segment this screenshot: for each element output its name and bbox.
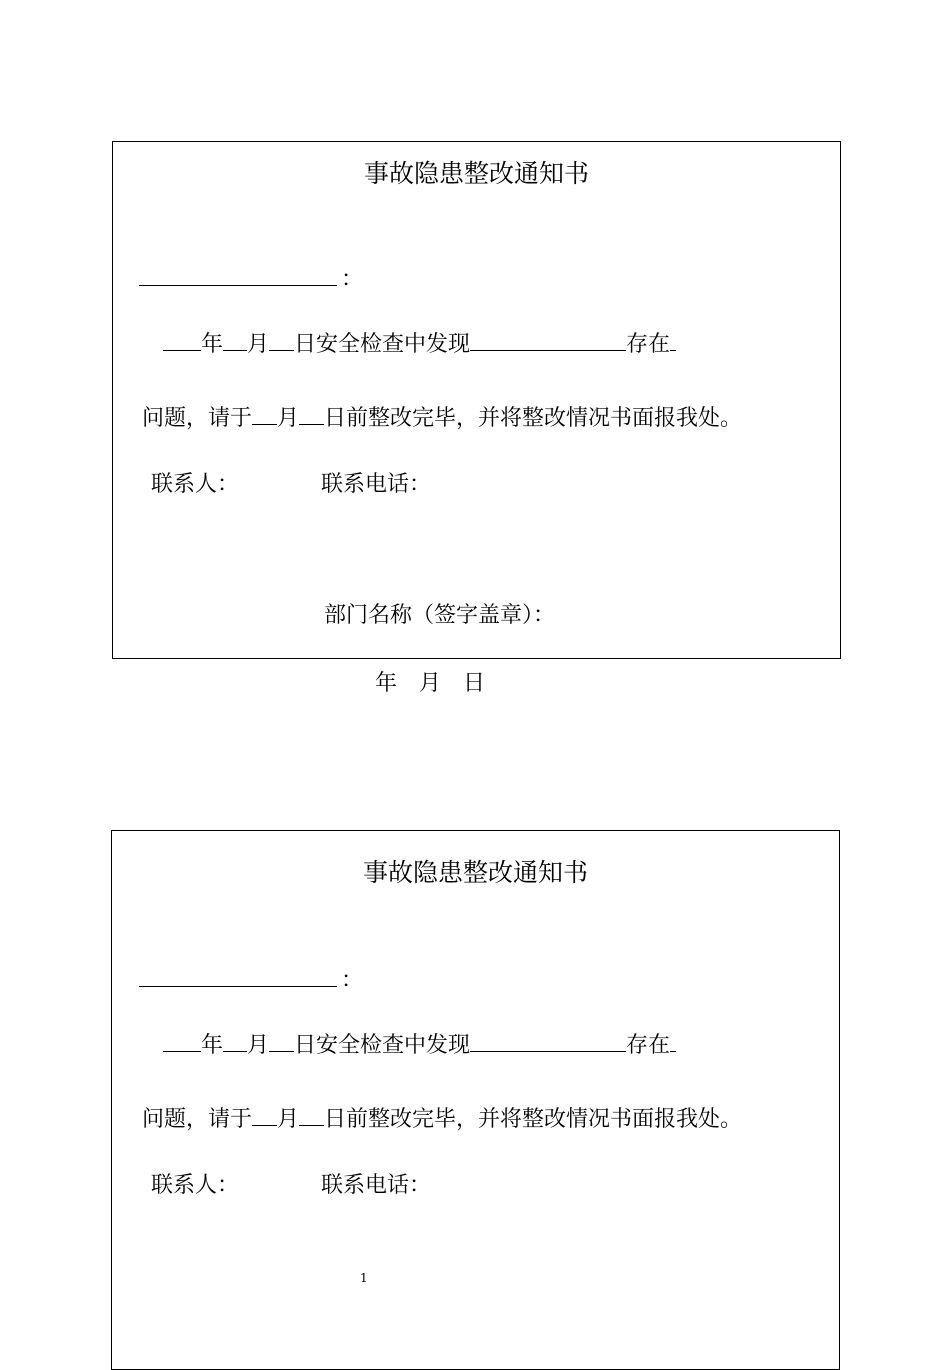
day-blank[interactable] xyxy=(269,328,294,351)
day-inspection-text: 日安全检查中发现 xyxy=(294,332,471,357)
issue-blank[interactable] xyxy=(670,328,676,351)
deadline-prefix: 问题，请于 xyxy=(142,1107,253,1132)
addressee-colon: ： xyxy=(341,968,364,993)
contact-label: 联系人： xyxy=(151,1173,240,1198)
department-signature-label: 部门名称（签字盖章）： xyxy=(324,603,556,628)
month-blank[interactable] xyxy=(223,328,247,351)
inspection-line xyxy=(163,327,676,358)
exists-label: 存在 xyxy=(626,1033,671,1058)
deadline-line xyxy=(142,401,742,432)
deadline-suffix: 日前整改完毕，并将整改情况书面报我处。 xyxy=(324,406,743,431)
location-blank[interactable] xyxy=(470,1029,626,1052)
location-blank[interactable] xyxy=(470,328,626,351)
phone-label: 联系电话： xyxy=(321,472,432,497)
deadline-month-blank[interactable] xyxy=(252,402,277,425)
exists-label: 存在 xyxy=(626,332,671,357)
deadline-suffix: 日前整改完毕，并将整改情况书面报我处。 xyxy=(324,1107,743,1132)
deadline-month-blank[interactable] xyxy=(252,1103,277,1126)
date-year: 年 xyxy=(375,671,398,696)
inspection-line xyxy=(163,1028,676,1059)
notice-form-2 xyxy=(111,830,840,1370)
year-blank[interactable] xyxy=(163,1029,201,1052)
deadline-month-label: 月 xyxy=(277,406,300,431)
date-day: 日 xyxy=(463,671,486,696)
month-blank[interactable] xyxy=(223,1029,247,1052)
day-inspection-text: 日安全检查中发现 xyxy=(294,1033,471,1058)
addressee-blank[interactable] xyxy=(139,986,337,987)
addressee-blank[interactable] xyxy=(139,285,337,286)
date-month: 月 xyxy=(419,671,442,696)
notice-title: 事故隐患整改通知书 xyxy=(362,858,588,887)
issue-blank[interactable] xyxy=(670,1029,676,1052)
year-label: 年 xyxy=(201,1033,224,1058)
contact-label: 联系人： xyxy=(151,472,240,497)
deadline-month-label: 月 xyxy=(277,1107,300,1132)
month-label: 月 xyxy=(247,332,270,357)
addressee-colon: ： xyxy=(341,267,364,292)
deadline-day-blank[interactable] xyxy=(299,1103,324,1126)
date-line xyxy=(375,666,485,697)
deadline-prefix: 问题，请于 xyxy=(142,406,253,431)
deadline-line xyxy=(142,1102,742,1133)
notice-title: 事故隐患整改通知书 xyxy=(363,159,589,188)
year-label: 年 xyxy=(201,332,224,357)
month-label: 月 xyxy=(247,1033,270,1058)
phone-label: 联系电话： xyxy=(321,1173,432,1198)
page-number: 1 xyxy=(360,1271,368,1285)
deadline-day-blank[interactable] xyxy=(299,402,324,425)
year-blank[interactable] xyxy=(163,328,201,351)
day-blank[interactable] xyxy=(269,1029,294,1052)
notice-form-1 xyxy=(112,141,841,659)
